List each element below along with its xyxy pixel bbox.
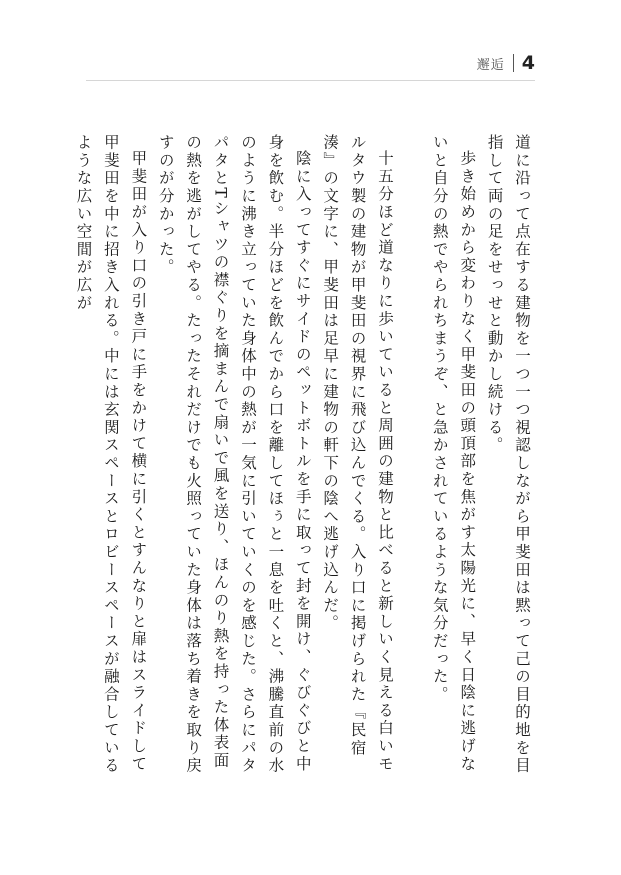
paragraph: 甲斐田が入り口の引き戸に手をかけて横に引くとすんなりと扉はスライドして甲斐田を中に招き入れる。中には玄関スペースとロビースペースが融合しているような広い空間が広が bbox=[74, 134, 148, 775]
vertical-body-text bbox=[74, 134, 535, 782]
paragraph: 歩き始めから変わりなく甲斐田の頭頂部を焦がす太陽光に、早く日陰に逃げないと自分の熱でやられちまうぞ、と急かされているような気分だった。 bbox=[430, 134, 477, 773]
chapter-title: 邂逅 bbox=[476, 57, 505, 73]
header-divider bbox=[86, 80, 535, 81]
page-number: 4 bbox=[521, 52, 535, 74]
paragraph-spacer bbox=[398, 134, 425, 782]
paragraph: 道に沿って点在する建物を一つ一つ視認しながら甲斐田は黙って己の目的地を目指して両の足をせっせと動かし続ける。 bbox=[485, 134, 531, 775]
paragraph: 陰に入ってすぐにサイドのペットボトルを手に取って封を開け、ぐびぐびと中身を飲む。半分ほどを飲んでから口を離してほぅと一息を吐くと、沸騰直前の水のように沸き立っていた身体中の熱が一気に引いていくのを感じた。さらにパタパタとTシャツの襟ぐりを摘まんで扇いで風を送り、ほんのり熱を持った体表面の熱を逃がしてやる。たったそれだけでも火照っていた身体は落ち着きを取り戻すのが分かった。 bbox=[156, 134, 312, 775]
header-separator bbox=[513, 54, 514, 72]
running-header bbox=[477, 50, 535, 76]
paragraph: 十五分ほど道なりに歩いていると周囲の建物と比べると新しいく見える白いモルタウ製の建物が甲斐田の視界に飛び込んでくる。入り口に掲げられた『民宿 湊』の文字に、甲斐田は足早に建物の軒下の陰へ逃げ込んだ。 bbox=[321, 134, 394, 775]
